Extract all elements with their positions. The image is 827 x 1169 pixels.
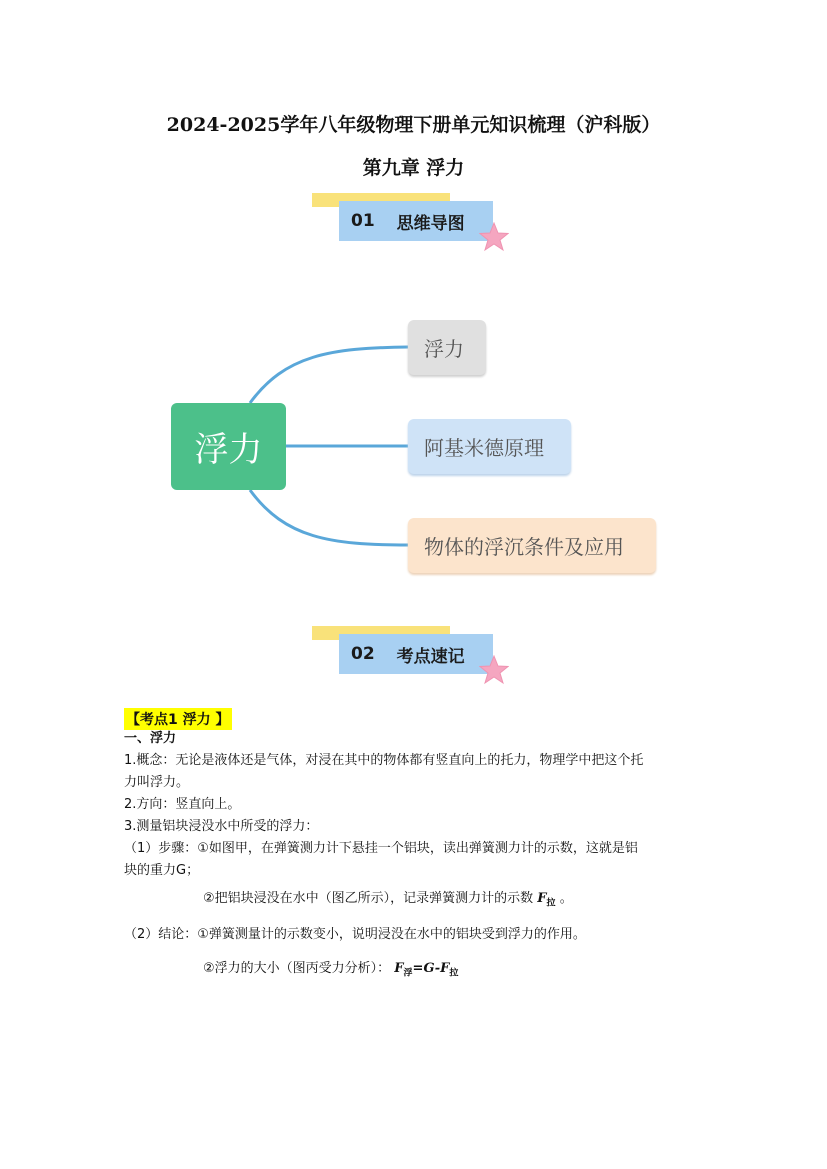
step2-end: 。 — [559, 891, 573, 906]
step1-line1: （1）步骤：①如图甲，在弹簧测力计下悬挂一个铝块，读出弹簧测力计的示数，这就是铝 — [124, 841, 638, 856]
buoyancy-formula: $F_浮=G-F_拉$ — [394, 961, 459, 979]
mindmap-branch-archimedes: 阿基米德原理 — [408, 419, 571, 474]
kaodian-label: 【考点1 浮力 】 — [124, 708, 232, 730]
step2-text: ②把铝块浸没在水中（图乙所示），记录弹簧测力计的示数 — [203, 891, 534, 906]
mindmap-branch-floating-conditions: 物体的浮沉条件及应用 — [408, 518, 656, 573]
step2-line — [203, 888, 573, 915]
formula-f-la: $F_拉$ — [537, 891, 556, 909]
connector-branch-1 — [250, 347, 408, 403]
star-icon — [479, 655, 509, 685]
paragraph-concept-line2: 力叫浮力。 — [124, 775, 190, 790]
conclusion2-text: ②浮力的大小（图丙受力分析）： — [203, 961, 391, 976]
section-banner-02 — [339, 634, 493, 674]
step1-line2: 块的重力G； — [124, 863, 200, 878]
chapter-title: 第九章 浮力 — [362, 157, 465, 179]
paragraph-measure: 3.测量铝块浸没水中所受的浮力： — [124, 819, 319, 834]
mindmap-branch-fuli: 浮力 — [408, 320, 486, 375]
mindmap-root-node: 浮力 — [171, 403, 286, 490]
conclusion-line2 — [203, 958, 458, 985]
conclusion-line1: （2）结论：①弹簧测量计的示数变小，说明浸没在水中的铝块受到浮力的作用。 — [124, 927, 586, 942]
section-number: 01 — [351, 211, 375, 231]
paragraph-direction: 2.方向：竖直向上。 — [124, 797, 241, 812]
section-number: 02 — [351, 644, 375, 664]
paragraph-concept-line1: 1.概念：无论是液体还是气体，对浸在其中的物体都有竖直向上的托力，物理学中把这个托 — [124, 753, 644, 768]
document-title: 2024-2025学年八年级物理下册单元知识梳理（沪科版） — [166, 114, 661, 136]
section-label: 考点速记 — [396, 646, 465, 667]
section-label: 思维导图 — [396, 213, 465, 234]
connector-branch-3 — [250, 490, 408, 545]
section-heading: 一、浮力 — [124, 731, 177, 746]
